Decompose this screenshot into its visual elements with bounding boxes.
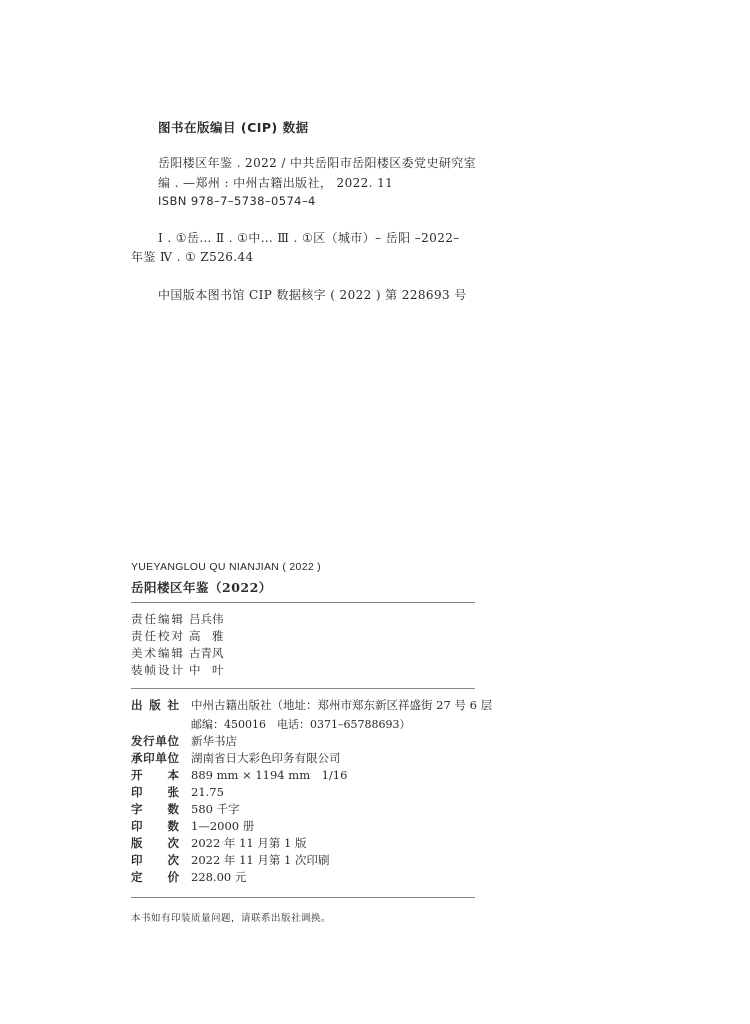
spec-label: 版次 [131, 836, 179, 850]
publisher-value: 中州古籍出版社（地址：郑州市郑东新区祥盛街 27 号 6 层 [191, 698, 493, 712]
spec-label: 承印单位 [131, 751, 179, 765]
spec-label: 印次 [131, 853, 179, 867]
book-title-english: YUEYANGLOU QU NIANJIAN ( 2022 ) [131, 561, 321, 573]
proofreader-label: 责任校对 [131, 629, 183, 643]
spec-value: 21.75 [191, 785, 224, 799]
spec-row-word-count [131, 801, 240, 818]
spec-row-printing [131, 852, 330, 869]
designer-value: 中 叶 [189, 663, 224, 677]
divider-3 [131, 897, 475, 898]
cip-classification-2: 年鉴 Ⅳ . ① Z526.44 [131, 250, 254, 264]
spec-row-sheets [131, 784, 224, 801]
cip-heading: 图书在版编目 (CIP) 数据 [158, 120, 309, 135]
spec-row-price [131, 869, 246, 886]
publisher-row [131, 697, 492, 714]
spec-label: 开本 [131, 768, 179, 782]
art-editor-label: 美术编辑 [131, 646, 183, 660]
spec-value: 新华书店 [191, 734, 237, 748]
spec-value: 580 千字 [191, 802, 240, 816]
spec-value: 2022 年 11 月第 1 版 [191, 836, 307, 850]
publisher-contact: 邮编：450016 电话：0371–65788693） [191, 718, 411, 731]
spec-label: 印张 [131, 785, 179, 799]
editor-label: 责任编辑 [131, 612, 183, 626]
cip-line-2: 编 . —郑州 : 中州古籍出版社， 2022. 11 [158, 176, 394, 190]
spec-label: 定价 [131, 870, 179, 884]
book-title-chinese: 岳阳楼区年鉴（2022） [131, 580, 272, 595]
spec-row-edition [131, 835, 307, 852]
cip-line-1: 岳阳楼区年鉴 . 2022 / 中共岳阳市岳阳楼区委党史研究室 [158, 156, 477, 170]
divider-1 [131, 602, 475, 603]
art-editor-row [131, 645, 224, 662]
designer-row [131, 662, 224, 679]
spec-row-distributor [131, 733, 237, 750]
spec-label: 印数 [131, 819, 179, 833]
cip-isbn: ISBN 978–7–5738–0574–4 [158, 194, 316, 208]
quality-notice: 本书如有印装质量问题，请联系出版社调换。 [131, 913, 332, 924]
designer-label: 装帧设计 [131, 663, 183, 677]
spec-label: 发行单位 [131, 734, 179, 748]
spec-value: 湖南省日大彩色印务有限公司 [191, 751, 341, 765]
proofreader-value: 高 雅 [189, 629, 224, 643]
spec-value: 1—2000 册 [191, 819, 255, 833]
art-editor-value: 古青风 [189, 646, 224, 660]
spec-row-printer [131, 750, 341, 767]
spec-value: 228.00 元 [191, 870, 247, 884]
divider-2 [131, 688, 475, 689]
spec-row-print-run [131, 818, 254, 835]
spec-value: 889 mm × 1194 mm 1/16 [191, 768, 348, 782]
spec-row-format [131, 767, 347, 784]
spec-label: 字数 [131, 802, 179, 816]
cip-data-number: 中国版本图书馆 CIP 数据核字 ( 2022 ) 第 228693 号 [158, 288, 467, 302]
editor-value: 吕兵伟 [189, 612, 224, 626]
editor-row [131, 611, 224, 628]
proofreader-row [131, 628, 224, 645]
spec-value: 2022 年 11 月第 1 次印刷 [191, 853, 330, 867]
publisher-label: 出 版 社 [131, 698, 179, 712]
cip-classification-1: Ⅰ . ①岳… Ⅱ . ①中… Ⅲ . ①区（城市）– 岳阳 –2022– [158, 231, 460, 245]
